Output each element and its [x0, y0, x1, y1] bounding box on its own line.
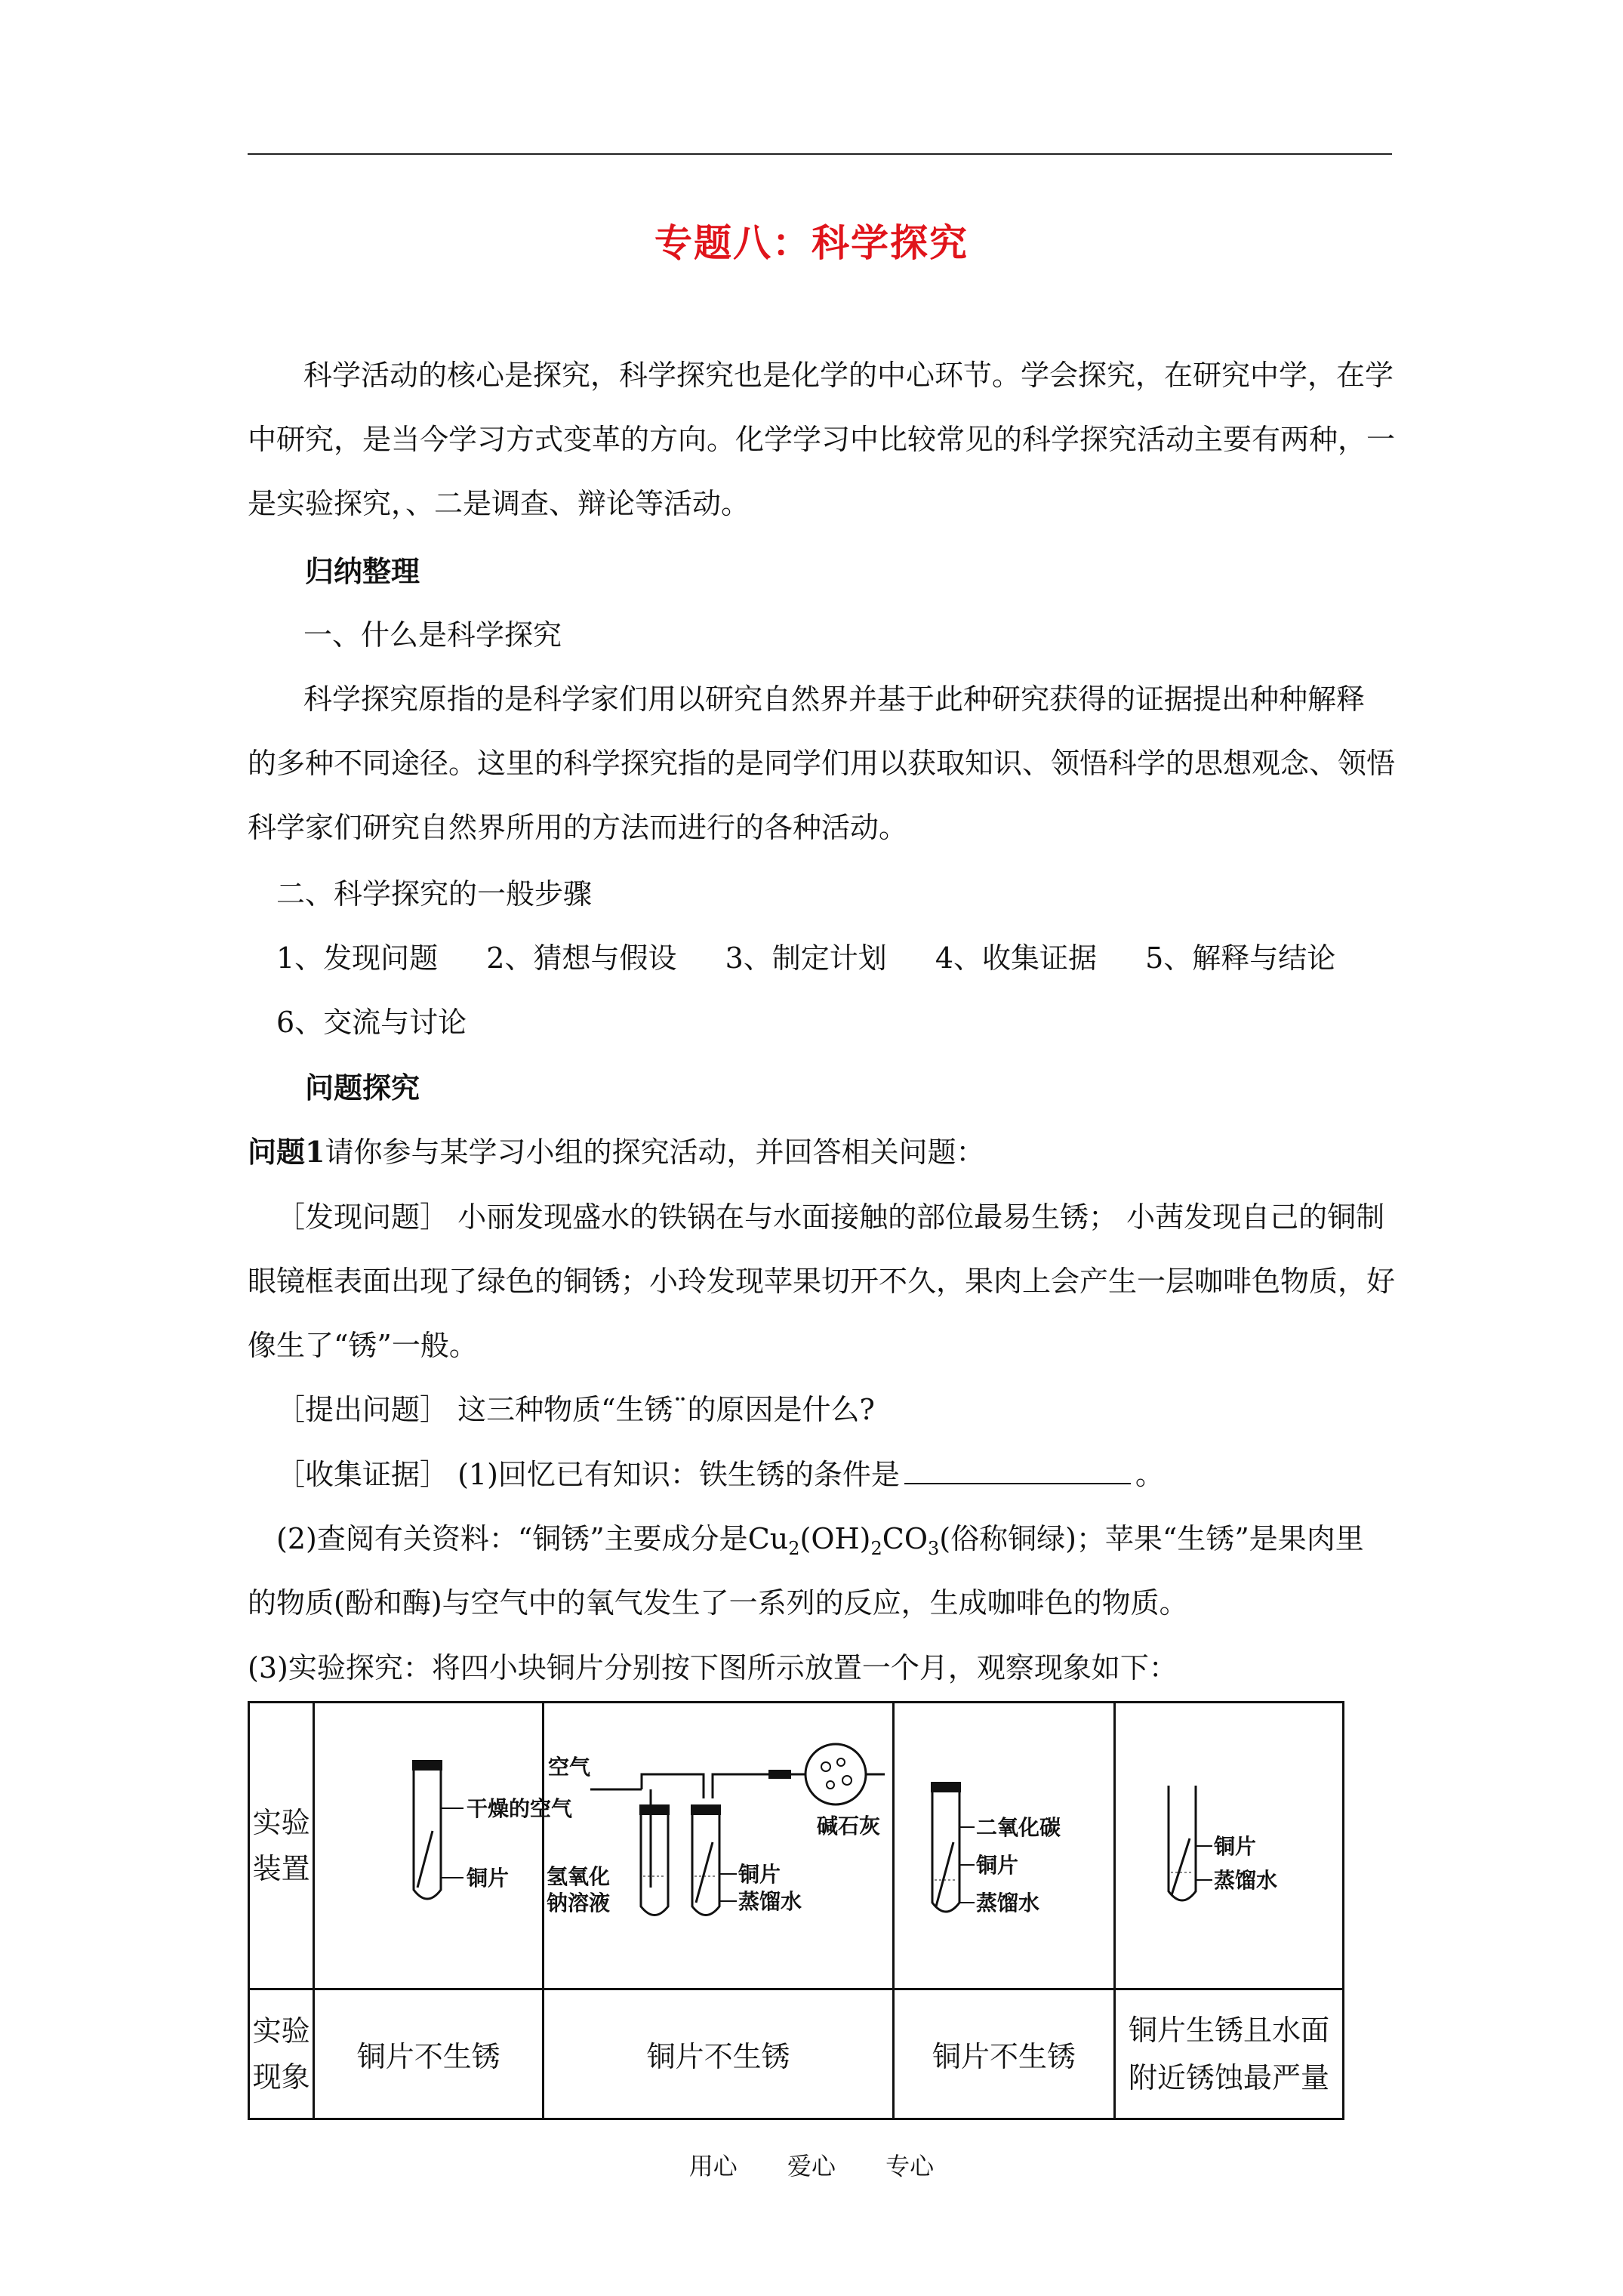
footer-item: 专心 [885, 2152, 935, 2180]
intro-line-3: 是实验探究，、二是调查、辩论等活动。 [248, 487, 750, 520]
apparatus-3-cell [893, 1703, 1114, 1989]
lookup-line-1 [276, 1522, 1364, 1559]
collect-evidence-end: 。 [1135, 1458, 1164, 1491]
label-soda-lime: 碱石灰 [816, 1814, 880, 1838]
label-distilled-water: 蒸馏水 [738, 1889, 802, 1914]
step-4: 4、收集证据 [935, 942, 1098, 975]
label-copper: 铜片 [466, 1866, 509, 1891]
step-3: 3、制定计划 [725, 942, 887, 975]
observation-4: 铜片生锈且水面 附近锈蚀最严量 [1115, 1989, 1344, 2119]
label-copper: 铜片 [738, 1862, 781, 1887]
intro-line-2: 中研究，是当今学习方式变革的方向。化学学习中比较常见的科学探究活动主要有两种，一 [248, 423, 1396, 456]
experiment-table [248, 1701, 1344, 2120]
observation-3: 铜片不生锈 [893, 1989, 1114, 2119]
footer-item: 用心 [688, 2152, 738, 2180]
apparatus-2-cell [544, 1703, 894, 1989]
page-footer [0, 2147, 1623, 2182]
section2-title: 二、科学探究的一般步骤 [276, 877, 593, 911]
section-problem-heading: 问题探究 [305, 1071, 420, 1105]
test-tube-water-diagram [1116, 1748, 1342, 1937]
observation-2: 铜片不生锈 [544, 1989, 894, 2119]
chemical-formula: $Cu_2(OH)_2CO_3$ [747, 1522, 940, 1559]
observation-row [249, 1989, 1344, 2119]
label-distilled-water: 蒸馏水 [975, 1891, 1039, 1915]
question-1-text: 请你参与某学习小组的探究活动，并回答相关问题： [325, 1136, 985, 1169]
step-5: 5、解释与结论 [1145, 942, 1336, 975]
label-co2: 二氧化碳 [975, 1815, 1061, 1840]
apparatus-1-cell [314, 1703, 572, 1989]
section1-title: 一、什么是科学探究 [303, 618, 562, 652]
header-rule [248, 153, 1392, 155]
question-1 [248, 1135, 985, 1169]
section1-line-1: 科学探究原指的是科学家们用以研究自然界并基于此种研究获得的证据提出种种解释 [303, 683, 1366, 716]
label-copper: 铜片 [1214, 1834, 1257, 1859]
section1-line-2: 的多种不同途径。这里的科学探究指的是同学们用以获取知识、领悟科学的思想观念、领悟 [248, 747, 1396, 780]
label-naoh-2: 钠溶液 [546, 1891, 610, 1915]
test-tube-co2-diagram [895, 1744, 1113, 1940]
label-air: 空气 [547, 1755, 590, 1780]
ask-question: ［提出问题］ 这三种物质“生锈¨的原因是什么? [276, 1393, 875, 1426]
label-dry-air: 干燥的空气 [466, 1796, 572, 1821]
intro-line-1: 科学活动的核心是探究，科学探究也是化学的中心环节。学会探究，在研究中学，在学 [303, 359, 1394, 392]
question-1-label: 问题1 [248, 1135, 325, 1169]
lookup-text: (2)查阅有关资料：“铜锈”主要成分是 [276, 1522, 748, 1555]
answer-blank[interactable] [904, 1460, 1131, 1484]
collect-evidence-text: ［收集证据］ (1)回忆已有知识：铁生锈的条件是 [276, 1458, 900, 1491]
label-distilled-water: 蒸馏水 [1214, 1868, 1278, 1893]
section1-line-3: 科学家们研究自然界所用的方法而进行的各种活动。 [248, 811, 908, 844]
page-title: 专题八：科学探究 [654, 220, 969, 265]
apparatus-header: 实验 装置 [249, 1703, 314, 1989]
test-tube-dry-air-diagram [316, 1748, 572, 1937]
lookup-line-2: 的物质(酚和酶)与空气中的氧气发生了一系列的反应，生成咖啡色的物质。 [248, 1586, 1188, 1620]
footer-item: 爱心 [787, 2152, 836, 2180]
air-through-naoh-diagram [545, 1744, 892, 1940]
experiment-intro: (3)实验探究：将四小块铜片分别按下图所示放置一个月，观察现象如下： [248, 1651, 1178, 1684]
apparatus-row [249, 1703, 1344, 1989]
observation-1: 铜片不生锈 [314, 1989, 544, 2119]
discover-line-1: ［发现问题］ 小丽发现盛水的铁锅在与水面接触的部位最易生锈； 小茜发现自己的铜制 [276, 1200, 1385, 1234]
lookup-text-2: (俗称铜绿)；苹果“生锈”是果肉里 [939, 1522, 1364, 1555]
apparatus-4-cell [1115, 1703, 1344, 1989]
steps-list [276, 942, 1375, 975]
section-summary-heading: 归纳整理 [305, 554, 420, 588]
step-2: 2、猜想与假设 [486, 942, 677, 975]
step-1: 1、发现问题 [276, 942, 439, 975]
discover-line-3: 像生了“锈”一般。 [248, 1329, 478, 1362]
observation-header: 实验 现象 [249, 1989, 314, 2119]
discover-line-2: 眼镜框表面出现了绿色的铜锈；小玲发现苹果切开不久，果肉上会产生一层咖啡色物质，好 [248, 1265, 1396, 1298]
collect-evidence [276, 1460, 1164, 1489]
label-copper: 铜片 [975, 1853, 1018, 1878]
label-naoh-1: 氢氧化 [546, 1864, 610, 1889]
step-6: 6、交流与讨论 [276, 1006, 467, 1039]
